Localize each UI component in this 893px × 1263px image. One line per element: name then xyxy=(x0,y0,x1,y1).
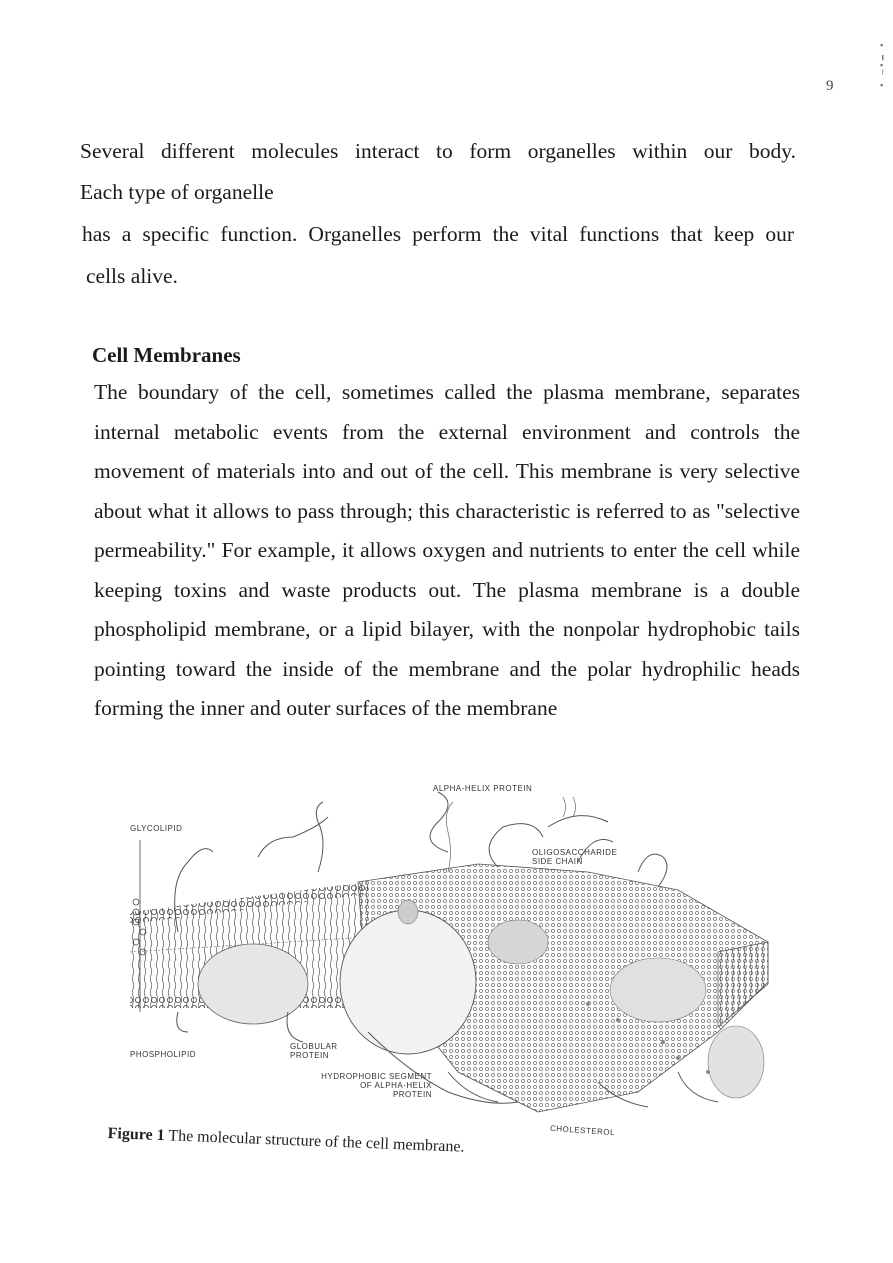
section-heading: Cell Membranes xyxy=(92,343,241,367)
label-globular-protein: GLOBULAR PROTEIN xyxy=(290,1042,338,1060)
scan-edge-mark: ▪ ╻ ▪ ╵ ▪ xyxy=(880,40,886,90)
page-number: 9 xyxy=(826,78,834,94)
cell-membrane-illustration xyxy=(118,772,788,1132)
label-cholesterol: CHOLESTEROL xyxy=(549,1123,616,1138)
intro-line-3: has a specific function. Organelles perform the vital functions that keep our xyxy=(82,222,794,246)
label-oligosaccharide-side-chain: OLIGOSACCHARIDE SIDE CHAIN xyxy=(532,848,618,866)
intro-line-2: Each type of organelle xyxy=(80,180,274,204)
label-phospholipid: PHOSPHOLIPID xyxy=(130,1050,197,1059)
intro-line-4: cells alive. xyxy=(86,264,178,288)
figure-caption-text: The molecular structure of the cell membrane. xyxy=(168,1127,465,1156)
section-body: The boundary of the cell, sometimes called the plasma membrane, separates internal metabolic events from the external environment and controls the movement of materials into and out of the cell. This membrane is very selective about what it allows to pass through; this characteristic is referred to as "selective permeability." For example, it allows oxygen and nutrients to enter the cell while keeping toxins and waste products out. The plasma membrane is a double phospholipid membrane, or a lipid bilayer, with the nonpolar hydrophobic tails pointing toward the inside of the membrane and the polar hydrophilic heads forming the inner and outer surfaces of the membrane xyxy=(94,380,800,720)
label-glycolipid: GLYCOLIPID xyxy=(130,824,183,833)
label-alpha-helix-protein: ALPHA-HELIX PROTEIN xyxy=(433,784,533,793)
label-hydrophobic-segment: HYDROPHOBIC SEGMENT OF ALPHA-HELIX PROTEIN xyxy=(321,1072,432,1099)
intro-line-1: Several different molecules interact to form organelles within our body. xyxy=(80,139,796,163)
figure-caption-label: Figure 1 xyxy=(107,1125,165,1145)
